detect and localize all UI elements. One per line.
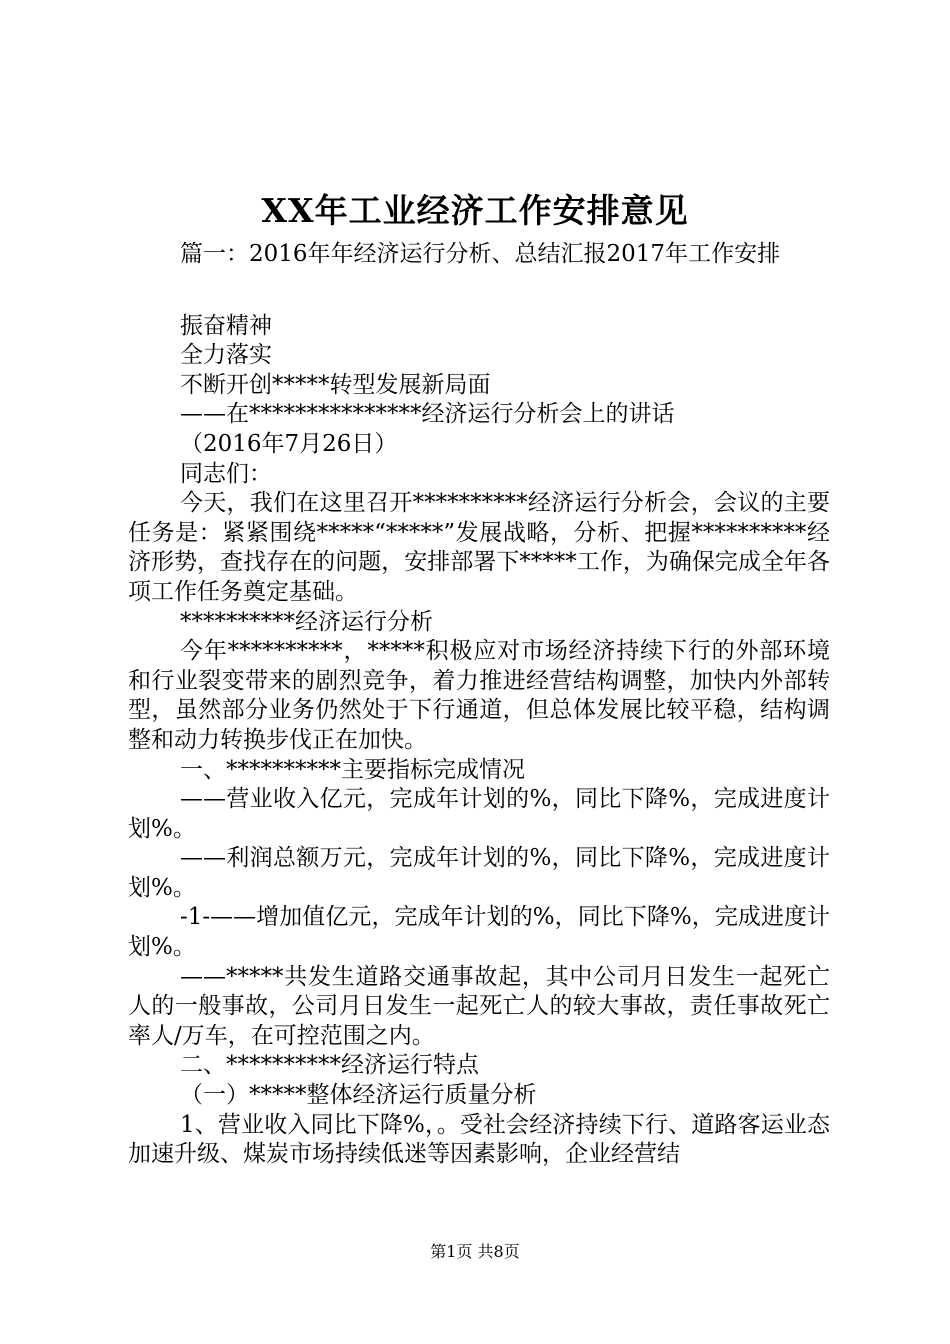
body-paragraph: 今天，我们在这里召开**********经济运行分析会，会议的主要任务是：紧紧围绕*****“*****”发展战略，分析、把握**********经济形势，查找存在的问题，安排部署下*****工作，为确保完成全年各项工作任务奠定基础。 <box>128 490 830 605</box>
indicator-item: ——营业收入亿元，完成年计划的%，同比下降%，完成进度计划%。 <box>128 786 830 842</box>
subsection-heading: 一、**********主要指标完成情况 <box>180 756 525 783</box>
body-paragraph: 今年**********，*****积极应对市场经济持续下行的外部环境和行业裂变带来的剧烈竞争，着力推进经营结构调整，加快内外部转型，虽然部分业务仍然处于下行通道，但总体发展比较平稳，结构调整和动力转换步伐正在加快。 <box>128 638 830 753</box>
speech-subtitle: ——在***************经济运行分析会上的讲话 <box>180 401 675 428</box>
document-title: XX年工业经济工作安排意见 <box>261 191 689 230</box>
indicator-item: ——*****共发生道路交通事故起，其中公司月日发生一起死亡人的一般事故，公司月日发生一起死亡人的较大事故，责任事故死亡率人/万车，在可控范围之内。 <box>128 963 830 1049</box>
speech-title-line: 全力落实 <box>180 342 272 369</box>
subsection-heading: **********经济运行分析 <box>180 608 433 635</box>
section-heading: 篇一：2016年年经济运行分析、总结汇报2017年工作安排 <box>180 241 781 267</box>
document-body <box>128 240 830 1170</box>
salutation: 同志们： <box>180 460 272 487</box>
body-paragraph: 1、营业收入同比下降%，。受社会经济持续下行、道路客运业态加速升级、煤炭市场持续低迷等因素影响，企业经营结 <box>128 1111 830 1168</box>
subsection-heading: 二、**********经济运行特点 <box>180 1052 479 1079</box>
page-number-footer: 第1页 共8页 <box>430 1242 520 1261</box>
indicator-item: -1-——增加值亿元，完成年计划的%，同比下降%，完成进度计划%。 <box>128 904 830 961</box>
speech-date: （2016年7月26日） <box>180 430 398 457</box>
subsection-heading: （一）*****整体经济运行质量分析 <box>180 1082 537 1109</box>
speech-title-line: 振奋精神 <box>180 312 272 339</box>
speech-title-line: 不断开创*****转型发展新局面 <box>180 371 491 398</box>
indicator-item: ——利润总额万元，完成年计划的%，同比下降%，完成进度计划%。 <box>128 845 830 901</box>
